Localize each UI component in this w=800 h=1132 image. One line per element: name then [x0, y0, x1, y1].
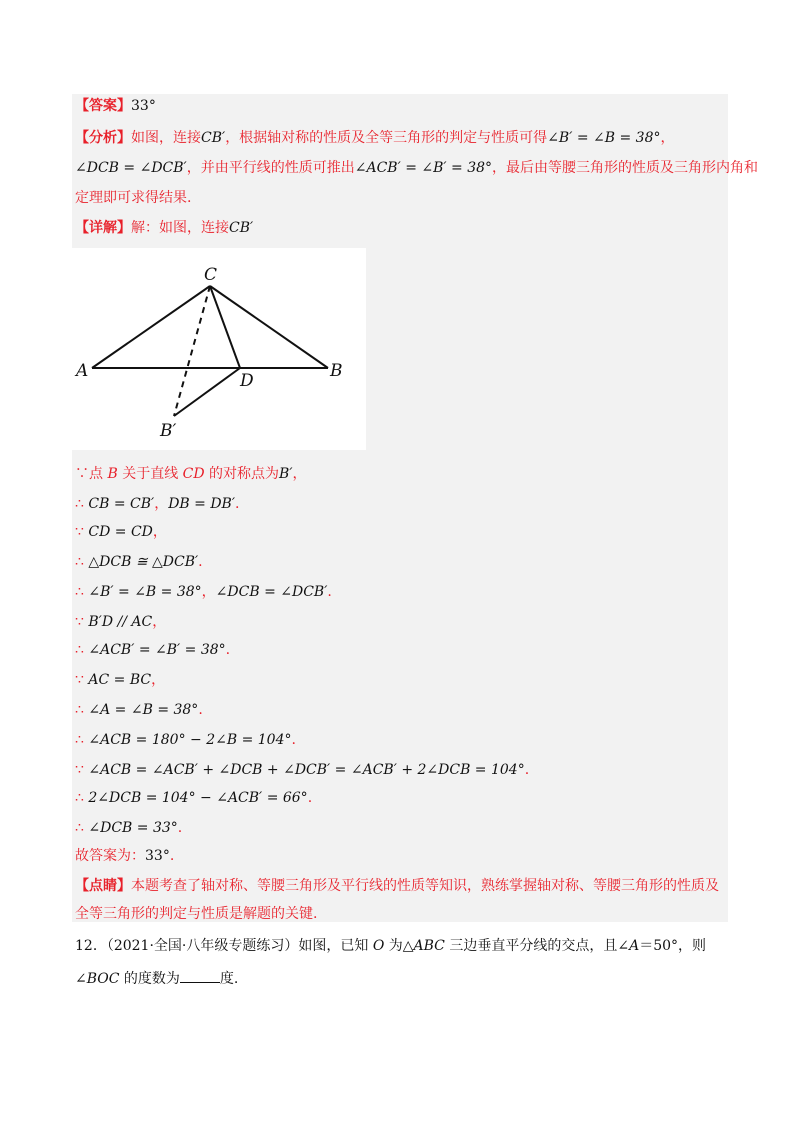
analysis-line-1 [75, 128, 674, 148]
final-end: . [169, 848, 175, 864]
proof-step [75, 818, 182, 838]
answer-tag: 【答案】 [75, 98, 131, 114]
answer-blank[interactable] [180, 968, 220, 983]
proof-text: 关于直线 [117, 466, 183, 482]
comment-line-2 [75, 904, 317, 924]
comment-tag: 【点睛】 [75, 878, 131, 894]
question-text: 三边垂直平分线的交点，且∠ [444, 938, 630, 954]
proof-end: . [225, 642, 231, 658]
proof-end: . [291, 732, 296, 748]
analysis-text: ，并由平行线的性质可推出 [186, 160, 355, 176]
math-expr: ∠DCB = ∠DCB′ [75, 160, 187, 176]
math-expr: O [372, 938, 385, 954]
question-line-1 [75, 936, 706, 956]
math-expr: CB′ [201, 130, 226, 146]
math-expr: ∠ACB′ = ∠B′ = 38° [88, 642, 226, 658]
proof-step [75, 760, 529, 780]
proof-symbol: ∵ [75, 466, 89, 482]
proof-sep: ， [154, 496, 169, 512]
proof-step [75, 582, 332, 602]
proof-end: ， [152, 524, 167, 540]
proof-end: . [307, 790, 313, 806]
segment-db-prime [174, 368, 240, 416]
proof-symbol: ∴ [75, 790, 84, 806]
comment-text: 全等三角形的判定与性质是解题的关键. [75, 906, 318, 922]
final-answer-line [75, 846, 174, 866]
proof-step [75, 640, 230, 660]
question-text: （2021·全国·八年级专题练习）如图，已知 [106, 938, 373, 954]
analysis-text: 如图，连接 [131, 130, 201, 146]
math-expr: ∠DCB = ∠DCB′ [215, 584, 328, 600]
final-text: 故答案为： [75, 848, 145, 864]
proof-end: . [524, 762, 530, 778]
detail-text: 解：如图，连接 [131, 220, 229, 236]
proof-step [75, 464, 307, 484]
proof-step [75, 522, 167, 542]
math-expr: CD = CD [88, 524, 153, 540]
answer-value: 33° [131, 98, 156, 114]
proof-end: . [198, 554, 203, 570]
proof-symbol: ∴ [75, 554, 84, 570]
label-b: B [330, 361, 343, 381]
final-value: 33° [145, 848, 170, 864]
comment-line-1 [75, 876, 719, 896]
proof-step [75, 788, 312, 808]
proof-step [75, 552, 203, 572]
proof-step [75, 670, 165, 690]
analysis-tag: 【分析】 [75, 130, 131, 146]
segment-cb-prime-dashed [174, 286, 210, 416]
math-expr: ∠ACB = ∠ACB′ + ∠DCB + ∠DCB′ = ∠ACB′ + 2∠DCB = 104° [88, 762, 525, 778]
answer-line [75, 96, 156, 116]
comment-text: 本题考查了轴对称、等腰三角形及平行线的性质等知识，熟练掌握轴对称、等腰三角形的性质及 [131, 878, 719, 894]
analysis-text: 定理即可求得结果. [75, 190, 192, 206]
segment-ac [92, 286, 210, 368]
math-expr: ∠DCB = 33° [88, 820, 178, 836]
proof-symbol: ∴ [75, 584, 84, 600]
analysis-text: ，根据轴对称的性质及全等三角形的判定与性质可得 [225, 130, 548, 146]
proof-step [75, 612, 166, 632]
math-expr: AC = BC [88, 672, 152, 688]
proof-symbol: ∵ [75, 524, 84, 540]
proof-symbol: ∴ [75, 702, 84, 718]
proof-symbol: ∴ [75, 820, 84, 836]
math-expr: 2∠DCB = 104° − ∠ACB′ = 66° [88, 790, 308, 806]
question-text: 为△ [384, 938, 414, 954]
geometry-figure [72, 248, 366, 450]
math-expr: B [107, 466, 118, 482]
proof-end: ， [292, 466, 307, 482]
label-a: A [76, 361, 89, 381]
label-b-prime: B′ [160, 421, 177, 441]
question-text: 度. [219, 971, 239, 987]
math-expr: CB′ [229, 220, 254, 236]
math-expr: ∠ACB = 180° − 2∠B = 104° [88, 732, 292, 748]
proof-symbol: ∴ [75, 496, 84, 512]
segment-cd [210, 286, 240, 368]
detail-line [75, 218, 253, 238]
math-expr: A [629, 938, 640, 954]
question-line-2 [75, 968, 238, 989]
math-expr: ∠ACB′ = ∠B′ = 38° [354, 160, 493, 176]
math-expr: ABC [413, 938, 445, 954]
proof-symbol: ∵ [75, 762, 84, 778]
math-expr: ∠B′ = ∠B = 38° [88, 584, 202, 600]
analysis-line-2 [75, 158, 758, 178]
proof-end: . [327, 584, 332, 600]
math-expr: ∠B′ = ∠B = 38° [547, 130, 661, 146]
proof-end: ， [152, 614, 167, 630]
proof-symbol: ∴ [75, 642, 84, 658]
proof-end: . [235, 496, 240, 512]
proof-step [75, 494, 239, 514]
question-number: 12． [75, 938, 107, 954]
detail-tag: 【详解】 [75, 220, 131, 236]
question-text: 的度数为 [119, 971, 180, 987]
math-expr: DB = DB′ [168, 496, 236, 512]
proof-sep: ， [201, 584, 216, 600]
proof-end: . [177, 820, 183, 836]
math-expr: CB = CB′ [88, 496, 155, 512]
math-expr: CD [182, 466, 205, 482]
triangle-diagram [72, 248, 366, 450]
proof-text: 点 [89, 466, 108, 482]
analysis-line-3 [75, 188, 191, 208]
proof-step [75, 700, 203, 720]
proof-end: . [198, 702, 203, 718]
proof-end: ， [151, 672, 166, 688]
analysis-text: ， [660, 130, 675, 146]
math-expr: B′D // AC [88, 614, 153, 630]
analysis-text: ，最后由等腰三角形的性质及三角形内角和 [492, 160, 759, 176]
proof-symbol: ∵ [75, 672, 84, 688]
math-expr: ∠A = ∠B = 38° [88, 702, 199, 718]
proof-text: 的对称点为 [204, 466, 280, 482]
math-expr: ∠BOC [75, 971, 120, 987]
math-expr: △DCB ≅ △DCB′ [88, 554, 199, 570]
question-text: ＝50°，则 [639, 938, 707, 954]
proof-step [75, 730, 296, 750]
segment-cb [210, 286, 328, 368]
proof-symbol: ∵ [75, 614, 84, 630]
math-expr: B′ [279, 466, 293, 482]
proof-symbol: ∴ [75, 732, 84, 748]
label-d: D [240, 371, 254, 391]
label-c: C [204, 265, 218, 285]
